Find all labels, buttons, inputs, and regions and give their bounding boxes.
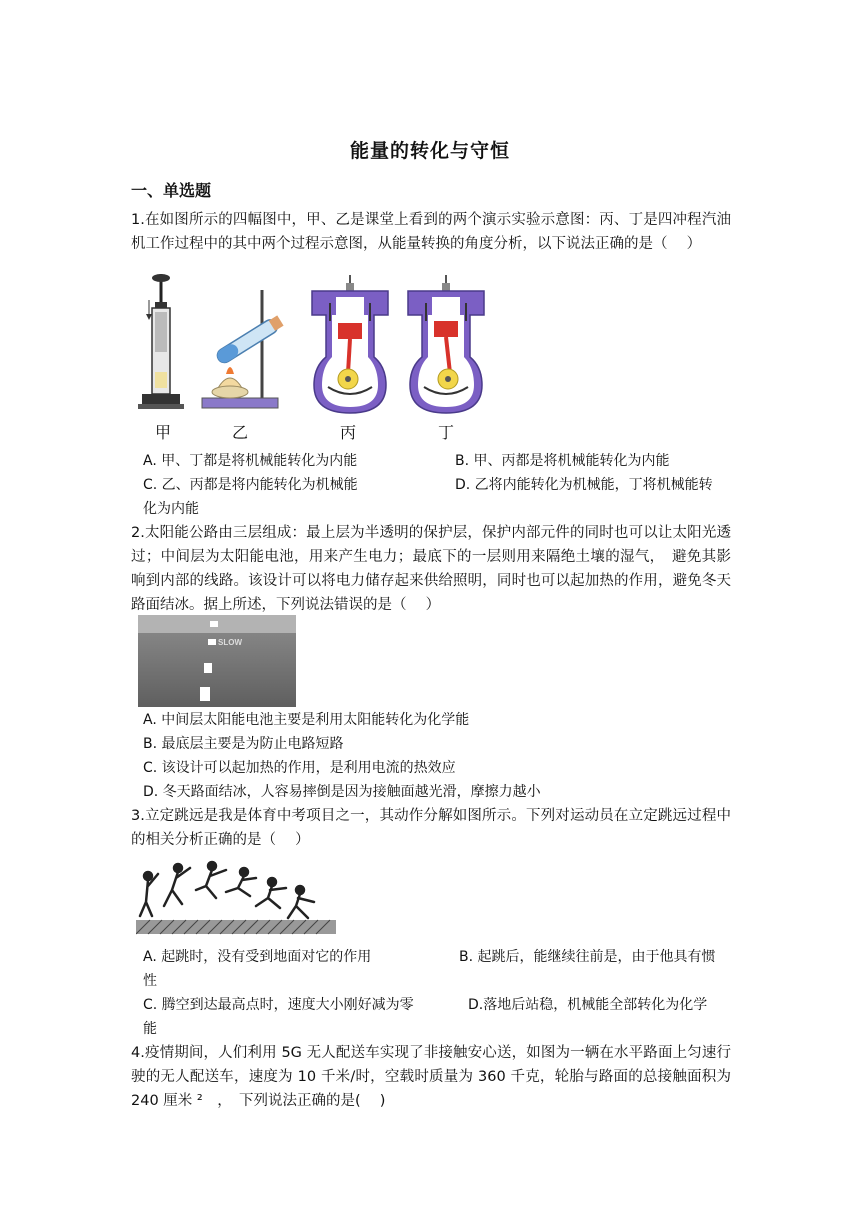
q1-option-d[interactable]: D. 乙将内能转化为机械能，丁将机械能转 [455,477,713,493]
engine-stroke-figure-bing [308,275,392,415]
q3-option-b[interactable]: B. 起跳后，能继续往前是，由于他具有惯 [459,949,716,965]
standing-long-jump-figure [136,858,336,936]
figure-label-jia: 甲 [155,423,172,442]
q3-option-c[interactable]: C. 腾空到达最高点时，速度大小刚好减为零 [143,997,414,1013]
question-3-text: 3.立定跳远是我是体育中考项目之一，其动作分解如图所示。下列对运动员在立定跳远过程中的相关分析正确的是（ ） [131,808,731,848]
section-heading: 一、单选题 [131,181,212,200]
engine-stroke-figure-ding [404,275,488,415]
q3-option-b-continued: 性 [143,973,157,989]
question-1-text: 1.在如图所示的四幅图中，甲、乙是课堂上看到的两个演示实验示意图：丙、丁是四冲程汽油机工作过程中的其中两个过程示意图，从能量转换的角度分析，以下说法正确的是（ ） [131,212,731,252]
q2-option-a[interactable]: A. 中间层太阳能电池主要是利用太阳能转化为化学能 [143,712,470,728]
figure-label-yi: 乙 [232,423,249,442]
road-marking-text: SLOW [218,638,242,647]
q3-option-d[interactable]: D.落地后站稳，机械能全部转化为化学 [468,997,708,1013]
solar-road-image [138,615,296,707]
figure-label-ding: 丁 [438,423,455,442]
q2-option-d[interactable]: D. 冬天路面结冰，人容易摔倒是因为接触面越光滑，摩擦力越小 [143,784,541,800]
test-tube-heating-figure [200,290,290,410]
question-4-text: 4.疫情期间，人们利用 5G 无人配送车实现了非接触安心送，如图为一辆在水平路面上匀速行驶的无人配送车，速度为 10 千米/时，空载时质量为 360 千克，轮胎与路面的总接触面积为 240 厘米 ² ， 下列说法正确的是( ) [131,1045,731,1109]
q2-option-c[interactable]: C. 该设计可以起加热的作用，是利用电流的热效应 [143,760,456,776]
q3-option-d-continued: 能 [143,1021,157,1037]
q1-option-d-continued: 化为内能 [143,501,199,517]
q1-option-a[interactable]: A. 甲、丁都是将机械能转化为内能 [143,453,358,469]
air-compression-cylinder-figure [136,272,186,412]
figure-label-bing: 丙 [340,423,357,442]
q1-option-b[interactable]: B. 甲、丙都是将机械能转化为内能 [455,453,670,469]
q3-option-a[interactable]: A. 起跳时，没有受到地面对它的作用 [143,949,372,965]
question-2-text: 2.太阳能公路由三层组成：最上层为半透明的保护层，保护内部元件的同时也可以让太阳光透过；中间层为太阳能电池，用来产生电力；最底下的一层则用来隔绝土壤的湿气， 避免其影响到内部的线路。该设计可以将电力储存起来供给照明，同时也可以起加热的作用，避免冬天路面结冰。据上所述，下列说法错误的是（ ） [131,525,731,613]
q2-option-b[interactable]: B. 最底层主要是为防止电路短路 [143,736,344,752]
document-title: 能量的转化与守恒 [349,140,510,162]
q1-option-c[interactable]: C. 乙、丙都是将内能转化为机械能 [143,477,358,493]
